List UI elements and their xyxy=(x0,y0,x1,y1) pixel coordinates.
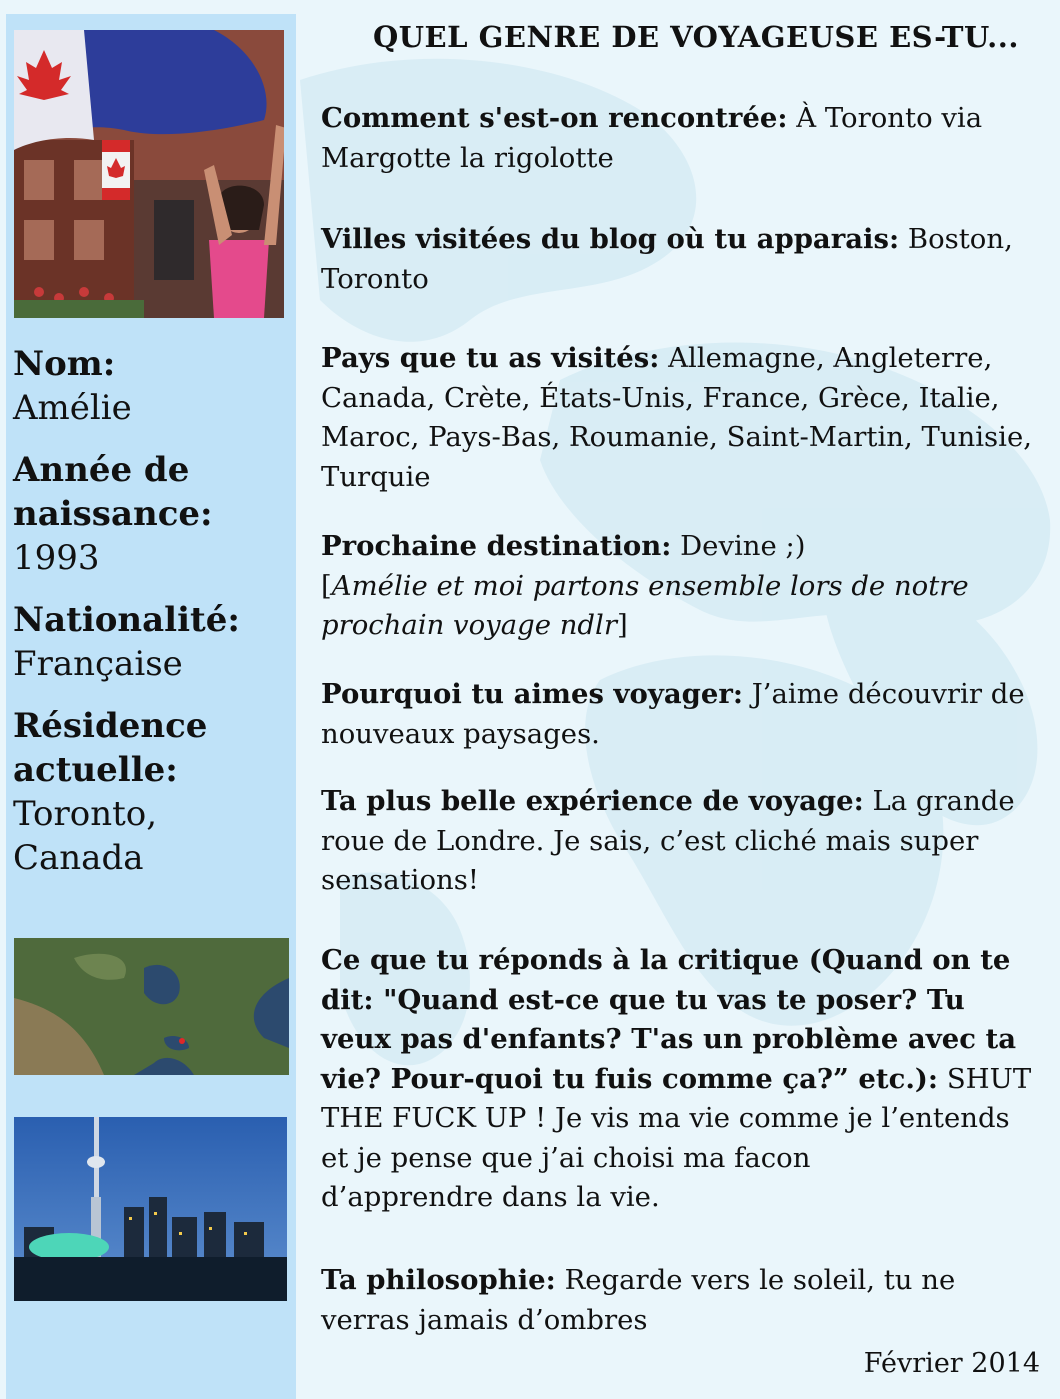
name-label: Nom: xyxy=(13,344,116,384)
question-label: Pourquoi tu aimes voyager: xyxy=(321,678,744,710)
answer-text-continued: d’apprendre dans la vie. xyxy=(321,1181,660,1213)
qa-next-destination xyxy=(321,527,1043,646)
editor-note: Amélie et moi partons ensemble lors de notre prochain voyage ndlr xyxy=(321,569,969,641)
qa-philosophy xyxy=(321,1261,1043,1340)
answer-text: SHUT THE FUCK UP ! Je vis ma vie comme je l’entends et je pense que j’ai choisi ma facon xyxy=(321,1062,1032,1174)
qa-cities xyxy=(321,220,1043,299)
question-label: Pays que tu as visités: xyxy=(321,342,660,374)
qa-countries xyxy=(321,339,1043,497)
note-open: [ xyxy=(321,569,332,602)
answer-text: Regarde vers le soleil, tu ne verras jamais d’ombres xyxy=(321,1264,956,1336)
answer-text: La grande roue de Londre. Je sais, c’est cliché mais super sensations! xyxy=(321,785,1015,896)
page-title: QUEL GENRE DE VOYAGEUSE ES-TU... xyxy=(373,20,1019,54)
qa-meeting xyxy=(321,99,1043,178)
residence-label: Résidence actuelle: xyxy=(13,706,208,790)
qa-criticism xyxy=(321,941,1043,1218)
answer-text: À Toronto via Margotte la rigolotte xyxy=(321,102,983,174)
answer-text: Devine ;) xyxy=(671,530,806,562)
birth-value: 1993 xyxy=(13,538,100,578)
profile-info xyxy=(13,342,293,898)
answer-text: Boston, Toronto xyxy=(321,223,1013,295)
answer-text: Allemagne, Angleterre, Canada, Crète, États-Unis, France, Grèce, Italie, Maroc, Pays-Bas, Roumanie, Saint-Martin, Tunisie, Turquie xyxy=(321,342,1032,493)
issue-date: Février 2014 xyxy=(863,1348,1040,1379)
canada-map-photo xyxy=(14,938,289,1075)
question-label: Villes visitées du blog où tu apparais: xyxy=(321,223,900,255)
birth-label: Année de naissance: xyxy=(13,450,213,534)
answer-text: J’aime découvrir de nouveaux paysages. xyxy=(321,678,1025,750)
toronto-skyline-photo xyxy=(14,1117,287,1301)
residence-value: Toronto, Canada xyxy=(13,794,158,878)
flag-photo xyxy=(14,30,284,318)
nationality-value: Française xyxy=(13,644,183,684)
question-label: Ta philosophie: xyxy=(321,1264,556,1296)
qa-why-travel xyxy=(321,675,1043,754)
name-value: Amélie xyxy=(13,388,132,428)
note-close: ] xyxy=(616,609,628,641)
question-label: Ce que tu réponds à la critique (Quand on te dit: "Quand est-ce que tu vas te poser? Tu veux pas d'enfants? T'as un problème avec ta vie? Pour-quoi tu fuis comme ça?” etc.): xyxy=(321,944,1017,1095)
qa-best-experience xyxy=(321,782,1043,901)
question-label: Ta plus belle expérience de voyage: xyxy=(321,785,864,817)
question-label: Prochaine destination: xyxy=(321,530,672,562)
nationality-label: Nationalité: xyxy=(13,600,240,640)
question-label: Comment s'est-on rencontrée: xyxy=(321,102,788,134)
